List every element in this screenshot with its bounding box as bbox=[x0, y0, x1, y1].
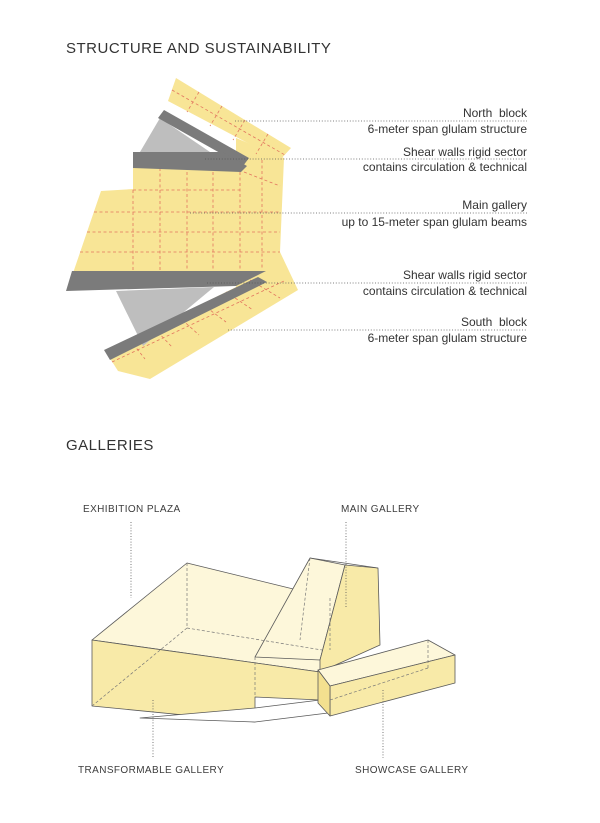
galleries-title: GALLERIES bbox=[66, 437, 154, 454]
main-gallery-label: MAIN GALLERY bbox=[341, 504, 420, 515]
lower-shear-walls-title: Shear walls rigid sector bbox=[402, 268, 527, 282]
showcase-gallery-label: SHOWCASE GALLERY bbox=[355, 765, 469, 776]
upper-shear-walls-title: Shear walls rigid sector bbox=[402, 145, 527, 159]
main-gallery-title: Main gallery bbox=[462, 198, 527, 212]
exhibition-plaza-label: EXHIBITION PLAZA bbox=[83, 504, 181, 515]
south-block-title: South block bbox=[460, 315, 527, 329]
south-block-subtitle: 6-meter span glulam structure bbox=[367, 331, 527, 345]
galleries-diagram bbox=[92, 522, 455, 758]
main-gallery-subtitle: up to 15-meter span glulam beams bbox=[341, 215, 527, 229]
transformable-gallery-label: TRANSFORMABLE GALLERY bbox=[78, 765, 225, 776]
upper-shear-walls-subtitle: contains circulation & technical bbox=[362, 160, 527, 174]
north-block-subtitle: 6-meter span glulam structure bbox=[367, 122, 527, 136]
lower-shear-walls-subtitle: contains circulation & technical bbox=[362, 284, 527, 298]
main-gallery-block bbox=[72, 165, 240, 276]
north-block-title: North block bbox=[462, 106, 527, 120]
structure-title: STRUCTURE AND SUSTAINABILITY bbox=[66, 40, 332, 57]
